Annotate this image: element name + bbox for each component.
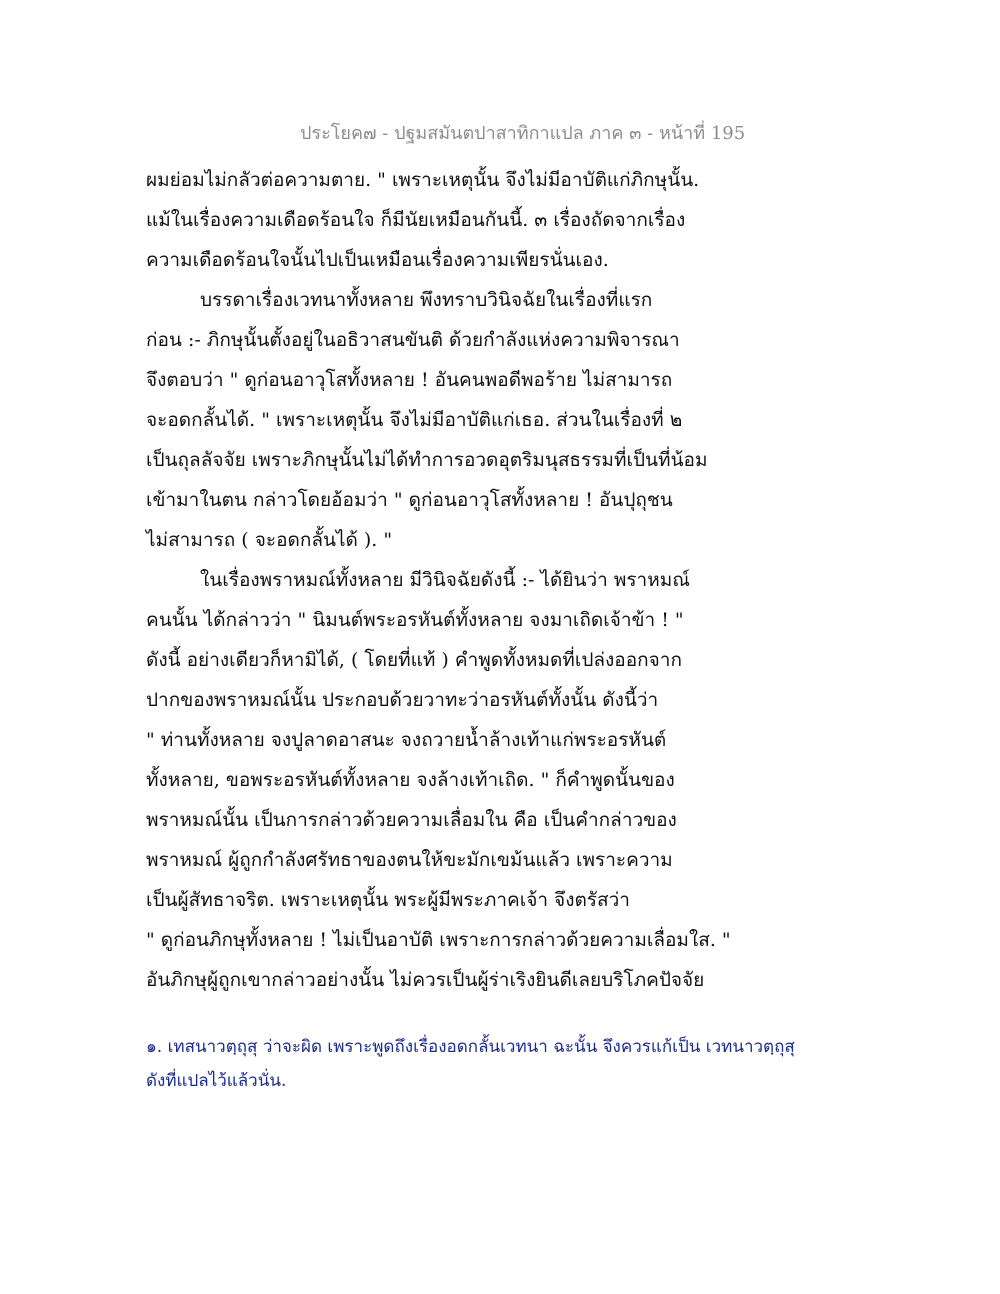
body-line: ในเรื่องพราหมณ์ทั้งหลาย มีวินิจฉัยดังนี้ :- ได้ยินว่า พราหมณ์: [200, 569, 690, 591]
body-line: ไม่สามารถ ( จะอดกลั้นได้ ). ": [146, 529, 393, 551]
body-line: เป็นถุลลัจจัย เพราะภิกษุนั้นไม่ได้ทำการอวดอุตริมนุสธรรมที่เป็นที่น้อม: [146, 449, 708, 471]
body-line: ทั้งหลาย, ขอพระอรหันต์ทั้งหลาย จงล้างเท้าเถิด. " ก็คำพูดนั้นของ: [146, 769, 675, 791]
body-line: เข้ามาในตน กล่าวโดยอ้อมว่า " ดูก่อนอาวุโสทั้งหลาย ! อันปุถุชน: [146, 489, 673, 511]
body-line: " ท่านทั้งหลาย จงปูลาดอาสนะ จงถวายน้ำล้างเท้าแก่พระอรหันต์: [146, 729, 667, 751]
body-line: พราหมณ์ ผู้ถูกกำลังศรัทธาของตนให้ขะมักเขม้นแล้ว เพราะความ: [146, 849, 673, 871]
body-line: จึงตอบว่า " ดูก่อนอาวุโสทั้งหลาย ! อันคนพอดีพอร้าย ไม่สามารถ: [146, 369, 673, 391]
body-line: ก่อน :- ภิกษุนั้นตั้งอยู่ในอธิวาสนขันติ ด้วยกำลังแห่งความพิจารณา: [146, 329, 680, 351]
body-line: พราหมณ์นั้น เป็นการกล่าวด้วยความเลื่อมใน คือ เป็นคำกล่าวของ: [146, 809, 677, 831]
body-line: ปากของพราหมณ์นั้น ประกอบด้วยวาทะว่าอรหันต์ทั้งนั้น ดังนี้ว่า: [146, 689, 659, 711]
body-line: คนนั้น ได้กล่าวว่า " นิมนต์พระอรหันต์ทั้งหลาย จงมาเถิดเจ้าข้า ! ": [146, 609, 684, 631]
body-line: ดังนี้ อย่างเดียวก็หามิได้, ( โดยที่แท้ ) คำพูดทั้งหมดที่เปล่งออกจาก: [146, 649, 682, 671]
body-line: ความเดือดร้อนใจนั้นไปเป็นเหมือนเรื่องความเพียรนั่นเอง.: [146, 249, 609, 271]
page-header: ประโยค๗ - ปฐมสมันตปาสาทิกาแปล ภาค ๓ - หน้าที่ 195: [300, 123, 746, 144]
body-line: " ดูก่อนภิกษุทั้งหลาย ! ไม่เป็นอาบัติ เพราะการกล่าวด้วยความเลื่อมใส. ": [146, 929, 731, 951]
body-line: แม้ในเรื่องความเดือดร้อนใจ ก็มีนัยเหมือนกันนี้. ๓ เรื่องถัดจากเรื่อง: [146, 209, 686, 231]
footnote-line: ๑. เทสนาวตฺถุสุ ว่าจะผิด เพราะพูดถึงเรื่องอดกลั้นเวทนา ฉะนั้น จึงควรแก้เป็น เวทนาวตฺถุสุ: [146, 1037, 795, 1057]
body-line: จะอดกลั้นได้. " เพราะเหตุนั้น จึงไม่มีอาบัติแก่เธอ. ส่วนในเรื่องที่ ๒: [146, 409, 683, 431]
body-line: อันภิกษุผู้ถูกเขากล่าวอย่างนั้น ไม่ควรเป็นผู้ร่าเริงยินดีเลยบริโภคปัจจัย: [146, 969, 705, 991]
footnote-line: ดังที่แปลไว้แล้วนั่น.: [146, 1071, 287, 1091]
footnote: [146, 1030, 846, 1098]
body-line: ผมย่อมไม่กลัวต่อความตาย. " เพราะเหตุนั้น จึงไม่มีอาบัติแก่ภิกษุนั้น.: [146, 169, 700, 191]
body-line: บรรดาเรื่องเวทนาทั้งหลาย พึงทราบวินิจฉัยในเรื่องที่แรก: [200, 289, 653, 311]
body-text: [146, 160, 866, 1000]
body-line: เป็นผู้สัทธาจริต. เพราะเหตุนั้น พระผู้มีพระภาคเจ้า จึงตรัสว่า: [146, 889, 630, 911]
